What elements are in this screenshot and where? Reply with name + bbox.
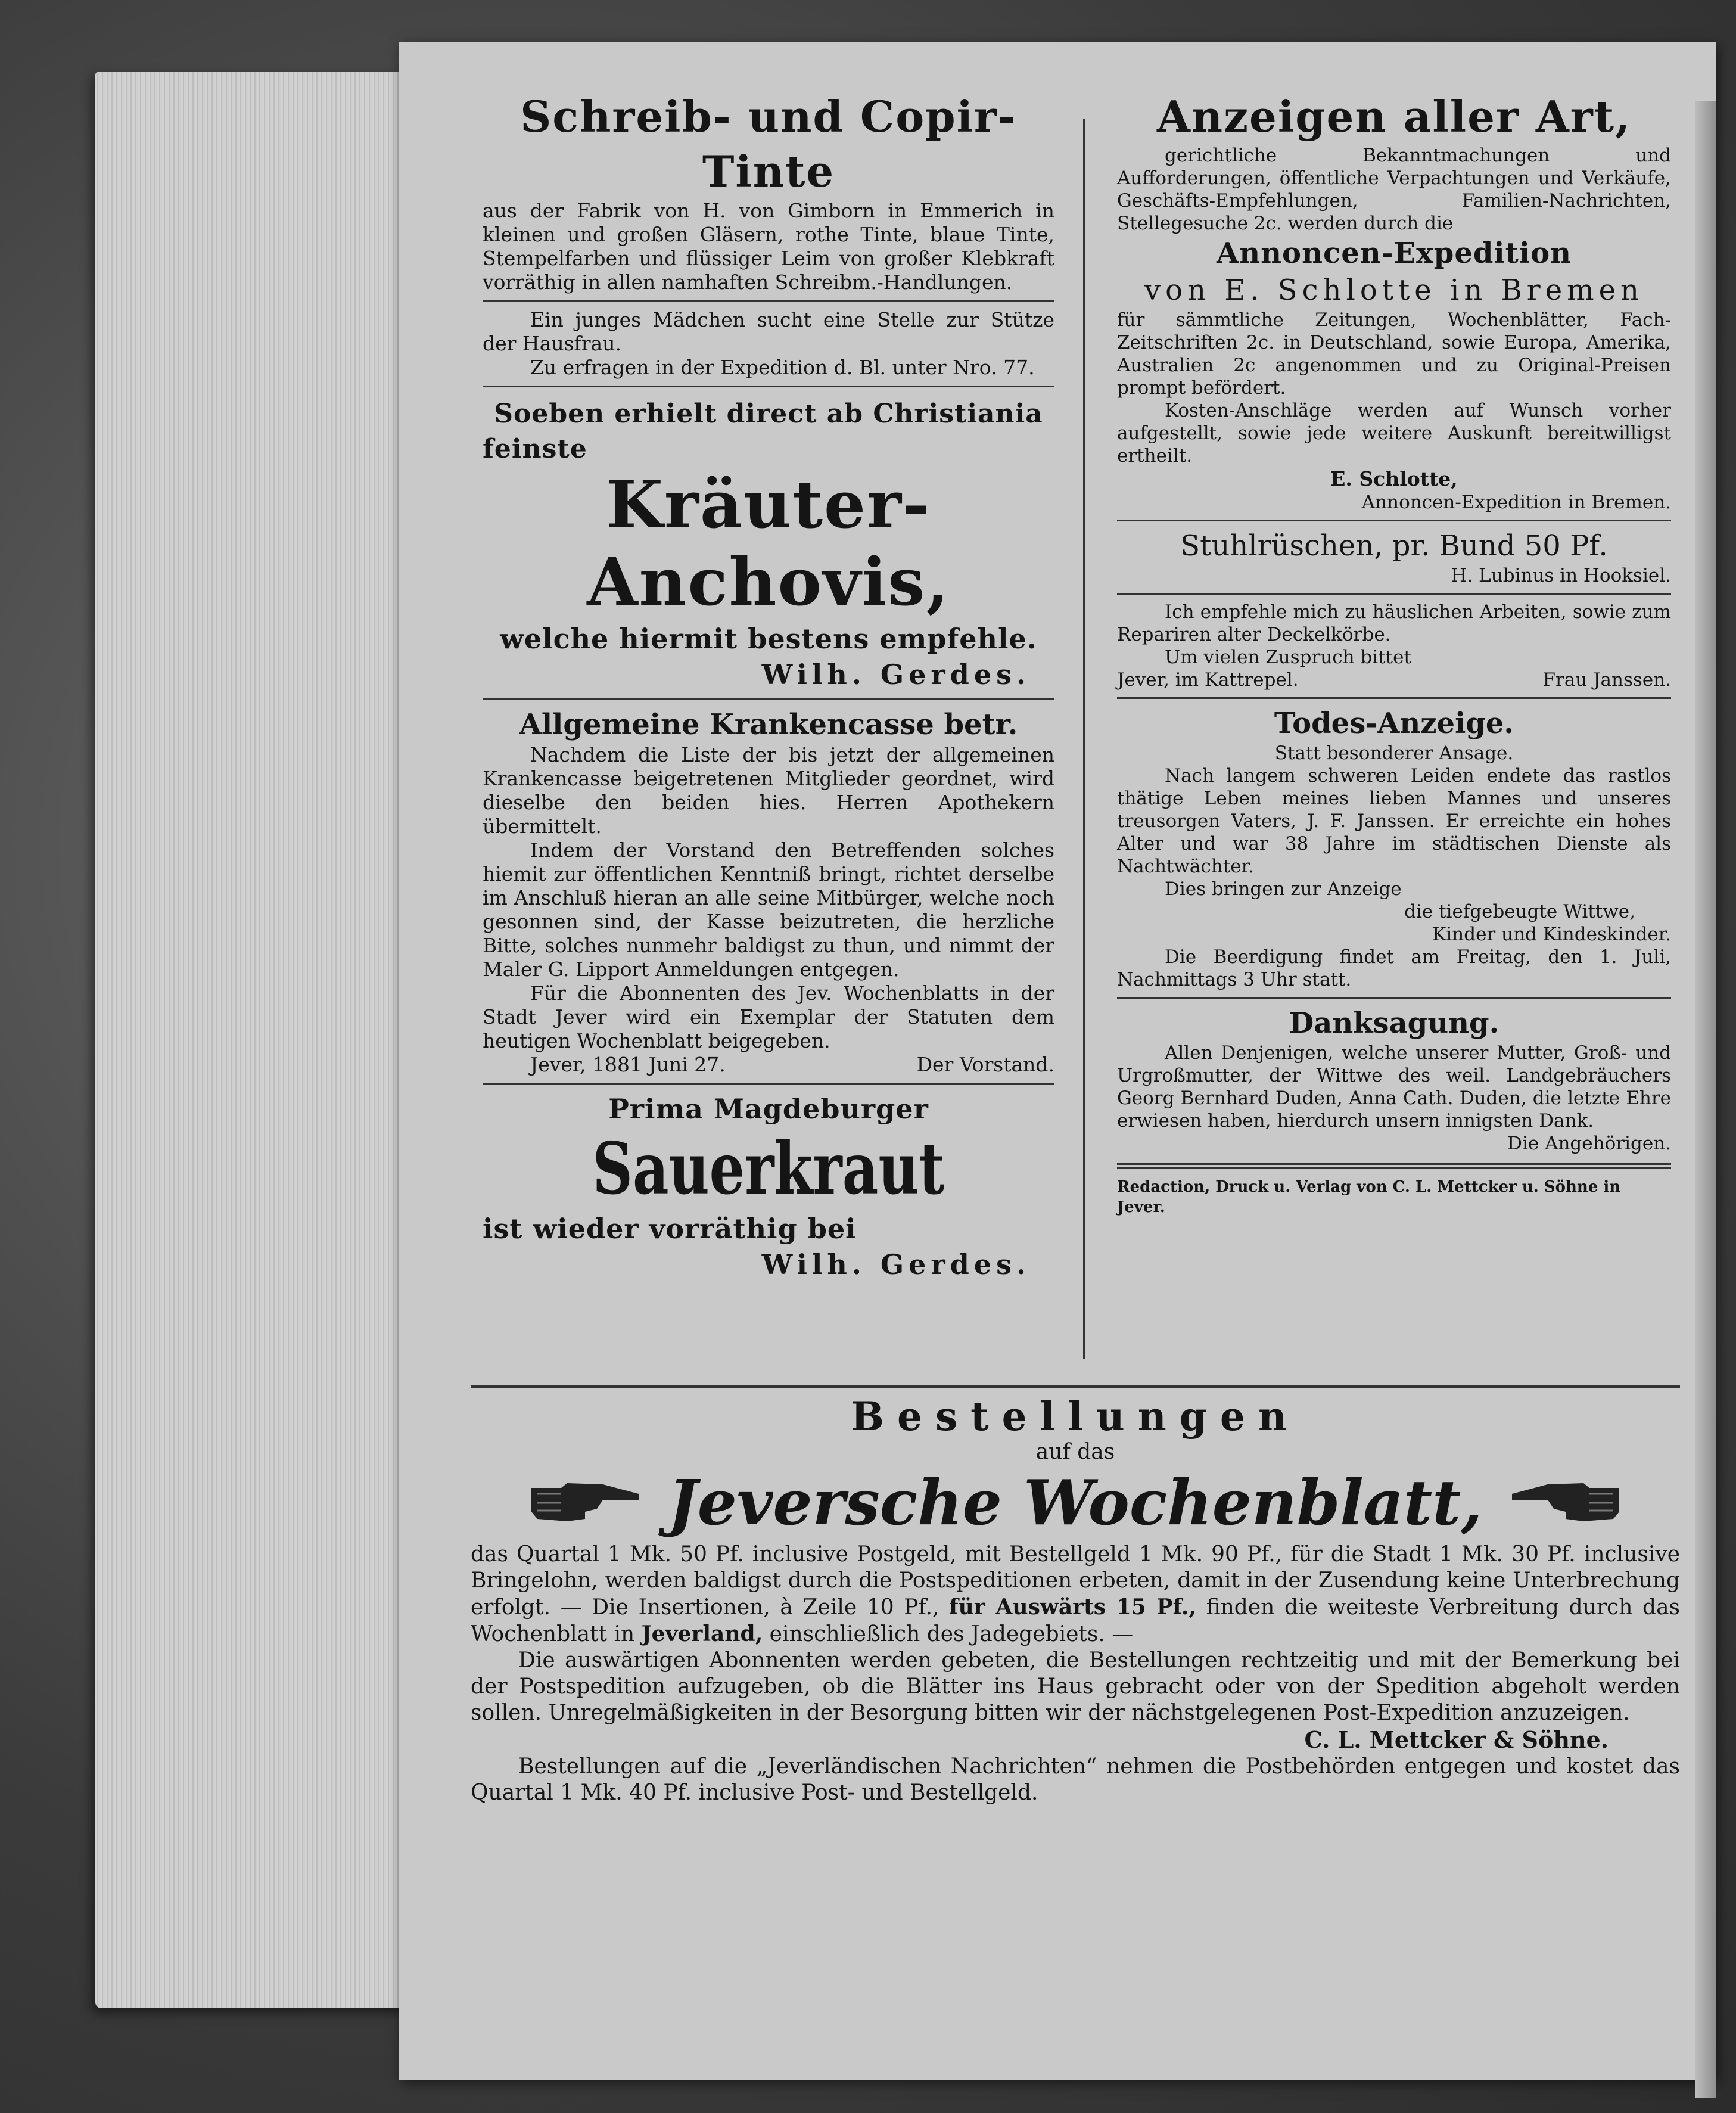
ad-krankencasse-place-date: Jever, 1881 Juni 27. bbox=[530, 1053, 726, 1076]
paper-title: Jeversche Wochenblatt, bbox=[668, 1466, 1483, 1539]
ad-anzeigen-expedition: Annoncen-Expedition bbox=[1217, 237, 1572, 270]
divider-rule bbox=[1117, 997, 1671, 999]
ad-tinte-body: aus der Fabrik von H. von Gimborn in Emmerich in kleinen und großen Gläsern, rothe Tinte, blaue Tinte, Stempelfarben und flüssiger Leim von großer Klebkraft vorräthig in allen namhaften Schreibm.-Handlungen. bbox=[483, 199, 1054, 294]
ad-dank-body: Allen Denjenigen, welche unserer Mutter, Groß- und Urgroßmutter, der Wittwe des weil. Landgebräuchers Georg Bernhard Duden, Anna Cath. Duden, die letzte Ehre erwiesen haben, hierdurch unsern innigsten Dank. bbox=[1117, 1042, 1671, 1132]
para1-bold-b: Jeverland, bbox=[641, 1621, 763, 1646]
book-page-edges bbox=[95, 72, 417, 2008]
ad-dank-signature: Die Angehörigen. bbox=[1507, 1133, 1671, 1154]
ad-stuhl-title: Stuhlrüschen, pr. Bund 50 Pf. bbox=[1180, 529, 1608, 563]
ad-krankencasse-para1: Nachdem die Liste der bis jetzt der allgemeinen Krankencasse beigetretenen Mitglieder geordnet, wird dieselbe den beiden hies. Herren Apothekern übermittelt. bbox=[483, 743, 1054, 838]
ad-janssen bbox=[1117, 601, 1671, 691]
ad-dank-title: Danksagung. bbox=[1289, 1006, 1499, 1040]
ad-tinte-title: Schreib- und Copir-Tinte bbox=[520, 91, 1017, 197]
ad-anzeigen-von: von E. Schlotte in Bremen bbox=[1144, 274, 1644, 307]
ad-krankencasse-title: Allgemeine Krankencasse betr. bbox=[519, 708, 1018, 741]
divider-rule bbox=[1117, 520, 1671, 521]
ad-anzeigen-signature2: Annoncen-Expedition in Bremen. bbox=[1361, 492, 1671, 513]
auf-das-line: auf das bbox=[1035, 1440, 1115, 1464]
ad-maedchen-line2: Zu erfragen in der Expedition d. Bl. unter Nro. 77. bbox=[530, 356, 1035, 379]
subscription-para2: Die auswärtigen Abonnenten werden gebeten, die Bestellungen rechtzeitig und mit der Bemerkung bei der Postspedition aufzugeben, ob die Blätter ins Haus gebracht oder von der Spedition abgeholt werden sollen. Unregelmäßigkeiten in der Besorgung bitten wir der nächstgelegenen Post-Expedition anzuzeigen. bbox=[471, 1648, 1680, 1725]
ad-krankencasse-para2: Indem der Vorstand den Betreffenden solches hiemit zur öffentlichen Kenntniß bringt, richtet derselbe im Anschluß hieran an alle seine Mitbürger, welche noch gesonnen sind, der Kasse beizutreten, die herzliche Bitte, solches nunmehr baldigst zu thun, und nimmt der Maler G. Lipport Anmeldungen entgegen. bbox=[483, 838, 1054, 981]
subscription-para3: Bestellungen auf die „Jeverländischen Nachrichten“ nehmen die Postbehörden entgegen und kostet das Quartal 1 Mk. 40 Pf. inclusive Post- und Bestellgeld. bbox=[471, 1754, 1680, 1805]
divider-rule bbox=[483, 1083, 1054, 1085]
ad-krankencasse-para3: Für die Abonnenten des Jev. Wochenblatts in der Stadt Jever wird ein Exemplar der Statuten dem heutigen Wochenblatt beigegeben. bbox=[483, 981, 1054, 1052]
ad-anchovis-line3: welche hiermit bestens empfehle. bbox=[500, 623, 1037, 655]
ad-anzeigen-body: gerichtliche Bekanntmachungen und Aufforderungen, öffentliche Verpachtungen und Verkäufe, Geschäfts-Empfehlungen, Familien-Nachrichten, Stellegesuche 2c. werden durch die bbox=[1117, 145, 1671, 234]
ad-anzeigen-body3: Kosten-Anschläge werden auf Wunsch vorher aufgestellt, sowie jede weitere Auskunft bereitwilligst ertheilt. bbox=[1117, 400, 1671, 467]
ad-sauerkraut-line2: ist wieder vorräthig bei bbox=[483, 1213, 857, 1245]
right-column bbox=[1117, 89, 1671, 1217]
ad-stuhl-signature: H. Lubinus in Hooksiel. bbox=[1451, 565, 1671, 586]
para1-bold-a: für Auswärts 15 Pf., bbox=[949, 1595, 1196, 1620]
bestellungen-title: Bestellungen bbox=[851, 1393, 1300, 1440]
ad-janssen-body: Ich empfehle mich zu häuslichen Arbeiten, sowie zum Repariren alter Deckelkörbe. bbox=[1117, 601, 1671, 645]
ad-krankencasse-signature: Der Vorstand. bbox=[916, 1053, 1054, 1076]
pointing-hand-left-icon bbox=[1506, 1476, 1625, 1530]
ad-maedchen bbox=[483, 308, 1054, 380]
ad-anzeigen-title: Anzeigen aller Art, bbox=[1156, 91, 1632, 142]
ad-todes-subtitle: Statt besonderer Ansage. bbox=[1274, 742, 1514, 764]
ad-anchovis-line2: feinste bbox=[483, 434, 587, 464]
ad-maedchen-line1: Ein junges Mädchen sucht eine Stelle zur Stütze der Hausfrau. bbox=[483, 308, 1054, 355]
ad-anzeigen-body2: für sämmtliche Zeitungen, Wochenblätter, Fach-Zeitschriften 2c. in Deutschland, sowie Europa, Amerika, Australien 2c angenommen und zu Original-Preisen prompt befördert. bbox=[1117, 309, 1671, 399]
left-column bbox=[483, 89, 1054, 1282]
para1-text-c: einschließlich des Jadegebiets. — bbox=[763, 1622, 1134, 1646]
ad-sauerkraut-title: Sauerkraut bbox=[592, 1127, 945, 1211]
next-page-edge bbox=[1695, 101, 1716, 2098]
section-rule bbox=[471, 1385, 1680, 1388]
para1-text-b: finden die weiteste Verbreitung durch das Wochenblatt in bbox=[471, 1595, 1681, 1646]
ad-todes-title: Todes-Anzeige. bbox=[1274, 707, 1514, 740]
ad-anchovis-title: Kräuter-Anchovis, bbox=[587, 466, 950, 620]
ad-todes-body: Nach langem schweren Leiden endete das rastlos thätige Leben meines lieben Mannes und unseres treusorgen Vaters, J. F. Janssen. Er erreichte ein hohes Alter und war 38 Jahre im städtischen Dienste als Nachtwächter. bbox=[1117, 765, 1671, 877]
subscription-para1 bbox=[471, 1542, 1680, 1648]
ad-todes bbox=[1117, 705, 1671, 991]
ad-sauerkraut bbox=[483, 1090, 1054, 1282]
imprint: Redaction, Druck u. Verlag von C. L. Mettcker u. Söhne in Jever. bbox=[1117, 1178, 1621, 1216]
ad-sauerkraut-signature: Wilh. Gerdes. bbox=[761, 1248, 1031, 1281]
divider-rule bbox=[483, 386, 1054, 387]
ad-janssen-signature: Frau Janssen. bbox=[1542, 669, 1671, 691]
ad-todes-line: Dies bringen zur Anzeige bbox=[1165, 878, 1402, 900]
ad-janssen-footer bbox=[1117, 669, 1671, 691]
ad-krankencasse-footer bbox=[483, 1053, 1054, 1077]
ad-krankencasse bbox=[483, 706, 1054, 1077]
pointing-hand-right-icon bbox=[525, 1476, 645, 1530]
divider-rule bbox=[1117, 593, 1671, 595]
ad-janssen-line: Um vielen Zuspruch bittet bbox=[1165, 647, 1411, 668]
ad-anzeigen bbox=[1117, 89, 1671, 514]
subscription-notice bbox=[471, 1385, 1680, 1806]
ad-tinte bbox=[483, 89, 1054, 294]
divider-rule bbox=[483, 698, 1054, 700]
ad-todes-sign1: die tiefgebeugte Wittwe, bbox=[1404, 901, 1635, 922]
double-rule bbox=[1117, 1163, 1671, 1169]
column-divider bbox=[1083, 119, 1085, 1359]
paper-title-row bbox=[471, 1464, 1680, 1542]
ad-anchovis-line1: Soeben erhielt direct ab Christiania bbox=[494, 399, 1043, 429]
divider-rule bbox=[1117, 697, 1671, 699]
subscription-signature: C. L. Mettcker & Söhne. bbox=[1304, 1726, 1609, 1753]
ad-anzeigen-signature1: E. Schlotte, bbox=[1330, 467, 1458, 490]
divider-rule bbox=[483, 300, 1054, 302]
ad-sauerkraut-line1: Prima Magdeburger bbox=[608, 1093, 929, 1125]
ad-janssen-place: Jever, im Kattrepel. bbox=[1117, 669, 1299, 691]
para1-text-a: das Quartal 1 Mk. 50 Pf. inclusive Postgeld, mit Bestellgeld 1 Mk. 90 Pf., für die Stadt 1 Mk. 30 Pf. inclusive Bringelohn, werden baldigst durch die Postspeditionen erbeten, damit in der Zusendung keine Unterbrechung erfolgt. — Die Insertionen, à Zeile 10 Pf., bbox=[471, 1542, 1680, 1620]
ad-todes-sign2: Kinder und Kindeskinder. bbox=[1432, 924, 1671, 945]
ad-anchovis-signature: Wilh. Gerdes. bbox=[761, 658, 1031, 691]
ad-todes-burial: Die Beerdigung findet am Freitag, den 1. Juli, Nachmittags 3 Uhr statt. bbox=[1117, 946, 1671, 990]
ad-dank bbox=[1117, 1005, 1671, 1155]
ad-anchovis bbox=[483, 396, 1054, 692]
ad-stuhl bbox=[1117, 527, 1671, 587]
